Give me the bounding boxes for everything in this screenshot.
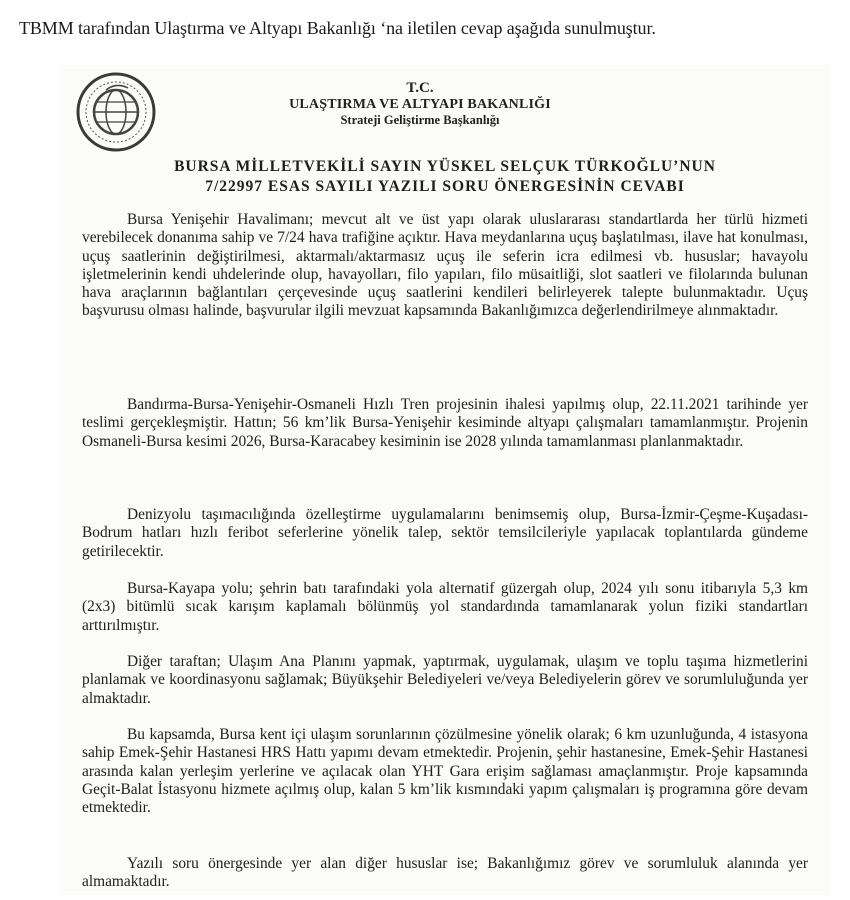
paragraph-hrs-line: Bu kapsamda, Bursa kent içi ulaşım sorunlarının çözülmesine yönelik olarak; 6 km uzunluğunda, 4 istasyona sahip Emek-Şehir Hastanesi HRS Hattı yapımı devam etmektedir. Projenin, şehir hastanesine, Emek-Şehir Hastanesi arasında kalan yerleşim yerlerine ve açılacak olan YHT Gara erişim sağlaması amaçlanmıştır. Proje kapsamında Geçit-Balat İstasyonu hizmete açılmış olup, kalan 5 km’lik kısmındaki yapım çalışmaları iş programına göre devam etmektedir. [82, 726, 808, 817]
paragraph-rail: Bandırma-Bursa-Yenişehir-Osmaneli Hızlı Tren projesinin ihalesi yapılmış olup, 22.11.2021 tarihinde yer teslimi gerçekleşmiştir. Hattın; 56 km’lik Bursa-Yenişehir kesiminde altyapı çalışmaları tamamlanmıştır. Projenin Osmaneli-Bursa kesimi 2026, Bursa-Karacabey kesiminin ise 2028 yılında tamamlanması planlanmaktadır. [82, 396, 808, 450]
document-title [80, 157, 810, 197]
paragraph-sea: Denizyolu taşımacılığında özelleştirme uygulamalarını benimsemiş olup, Bursa-İzmir-Çeşme-Kuşadası-Bodrum hatları hızlı feribot seferlerine yönelik talep, sektör temsilcileriyle yapılacak toplantılarda gündeme getirilecektir. [82, 506, 808, 560]
intro-text: TBMM tarafından Ulaştırma ve Altyapı Bakanlığı ‘na iletilen cevap aşağıda sunulmuştur. [19, 18, 656, 38]
paragraph-road: Bursa-Kayapa yolu; şehrin batı tarafındaki yola alternatif güzergah olup, 2024 yılı sonu itibarıyla 5,3 km (2x3) bitümlü sıcak karışım kaplamalı bölünmüş yol standardında tamamlanarak yolun fiziki standartları arttırılmıştır. [82, 580, 808, 634]
letterhead-ministry: ULAŞTIRMA VE ALTYAPI BAKANLIĞI [289, 97, 551, 112]
ministry-seal-icon [76, 72, 156, 152]
letterhead-tc: T.C. [406, 80, 434, 96]
letterhead-department: Strateji Geliştirme Başkanlığı [340, 113, 500, 127]
title-line-1: BURSA MİLLETVEKİLİ SAYIN YÜSKEL SELÇUK TÜRKOĞLU’NUN [174, 158, 716, 175]
paragraph-airport: Bursa Yenişehir Havalimanı; mevcut alt ve üst yapı olarak uluslararası standartlarda her türlü hizmeti verebilecek donanıma sahip ve 7/24 hava trafiğine açıktır. Hava meydanlarına uçuş başlatılması, ilave hat konulması, uçuş saatlerinin değiştirilmesi, aktarmalı/aktarmasız uçuş ile seferin icra edilmesi vb. hususlar; havayolu işletmelerinin kendi uhdelerinde olup, havayolları, filo yapıları, filo müsaitliği, slot saatleri ve filolarında bulunan hava araçlarının bağlantıları çerçevesinde uçuş saatlerini kendileri belirleyerek talepte bulunmaktadır. Uçuş başvurusu olması halinde, başvurular ilgili mevzuat kapsamında Bakanlığımızca değerlendirilmeye alınmaktadır. [82, 211, 808, 320]
paragraph-closing: Yazılı soru önergesinde yer alan diğer hususlar ise; Bakanlığımız görev ve sorumluluk alanında yer almamaktadır. [82, 855, 808, 891]
title-line-2: 7/22997 ESAS SAYILI YAZILI SORU ÖNERGESİNİN CEVABI [205, 178, 685, 195]
paragraph-municipal: Diğer taraftan; Ulaşım Ana Planını yapmak, yaptırmak, uygulamak, ulaşım ve toplu taşıma hizmetlerini planlamak ve koordinasyonu sağlamak; Büyükşehir Belediyeleri ve/veya Belediyelerin görev ve sorumluluğunda yer almaktadır. [82, 653, 808, 707]
letterhead [250, 80, 590, 128]
